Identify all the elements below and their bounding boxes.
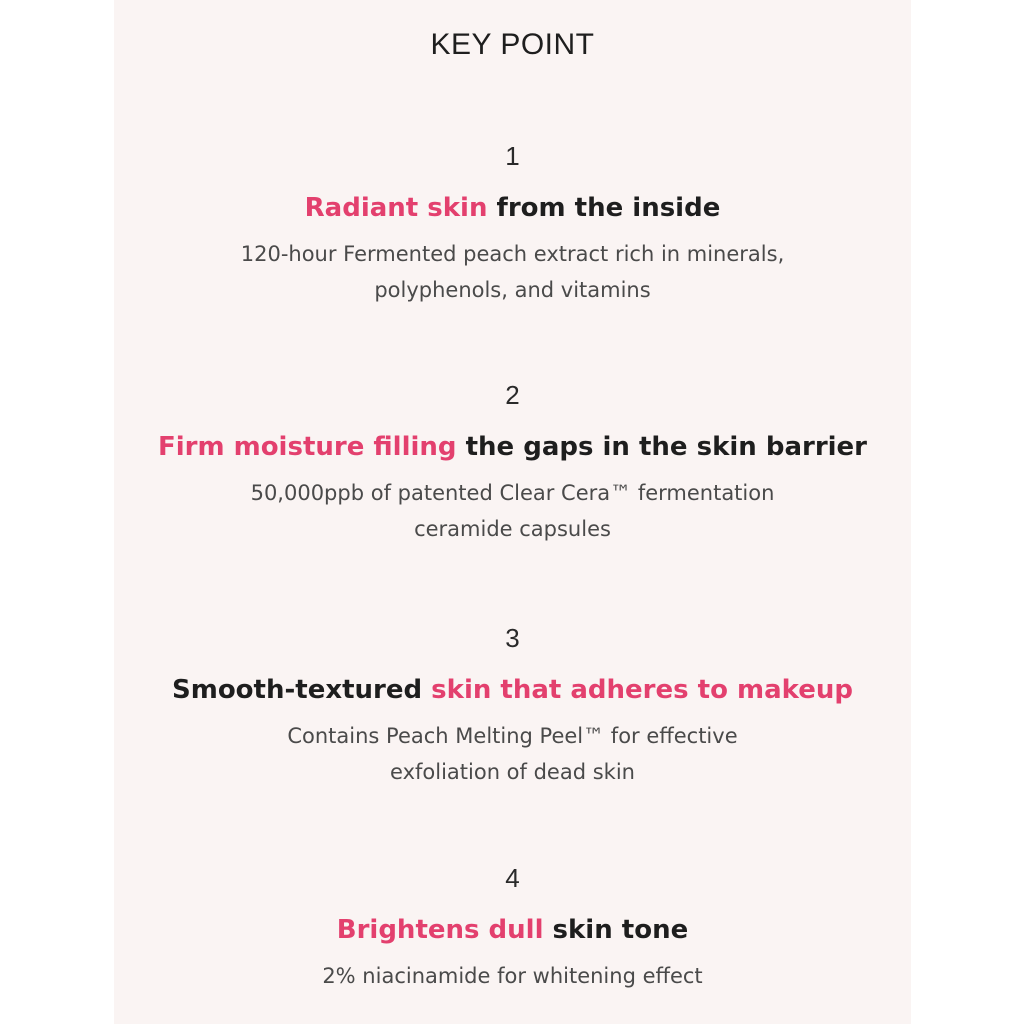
- point-number: 1: [505, 141, 520, 171]
- heading-highlight: Radiant skin: [304, 193, 488, 223]
- description-line: polyphenols, and vitamins: [374, 278, 651, 302]
- key-point-3: [114, 618, 911, 790]
- key-point-2: [114, 375, 911, 547]
- point-description: [114, 236, 911, 308]
- heading-rest: skin tone: [543, 915, 689, 945]
- description-line: exfoliation of dead skin: [390, 760, 635, 784]
- point-description: [114, 718, 911, 790]
- description-line: ceramide capsules: [414, 517, 611, 541]
- key-point-4: [114, 858, 911, 994]
- point-number: 4: [505, 863, 520, 893]
- point-heading: [114, 190, 911, 226]
- description-line: 120-hour Fermented peach extract rich in minerals,: [240, 242, 785, 266]
- heading-rest: from the inside: [487, 193, 721, 223]
- description-line: Contains Peach Melting Peel™ for effective: [287, 724, 738, 748]
- point-description: [114, 475, 911, 547]
- heading-rest: the gaps in the skin barrier: [456, 432, 868, 462]
- heading-plain: Smooth-textured: [172, 675, 432, 705]
- key-point-panel: [114, 0, 911, 1024]
- point-heading: [114, 429, 911, 465]
- heading-highlight: Brightens dull: [336, 915, 544, 945]
- heading-highlight: Firm moisture filling: [157, 432, 457, 462]
- point-heading: [114, 672, 911, 708]
- point-number: 3: [505, 623, 520, 653]
- heading-highlight: skin that adheres to makeup: [431, 675, 853, 705]
- point-heading: [114, 912, 911, 948]
- description-line: 50,000ppb of patented Clear Cera™ fermentation: [250, 481, 775, 505]
- description-line: 2% niacinamide for whitening effect: [322, 964, 703, 988]
- page-title: KEY POINT: [430, 28, 595, 61]
- point-description: [114, 958, 911, 994]
- point-number: 2: [505, 380, 520, 410]
- key-point-1: [114, 136, 911, 308]
